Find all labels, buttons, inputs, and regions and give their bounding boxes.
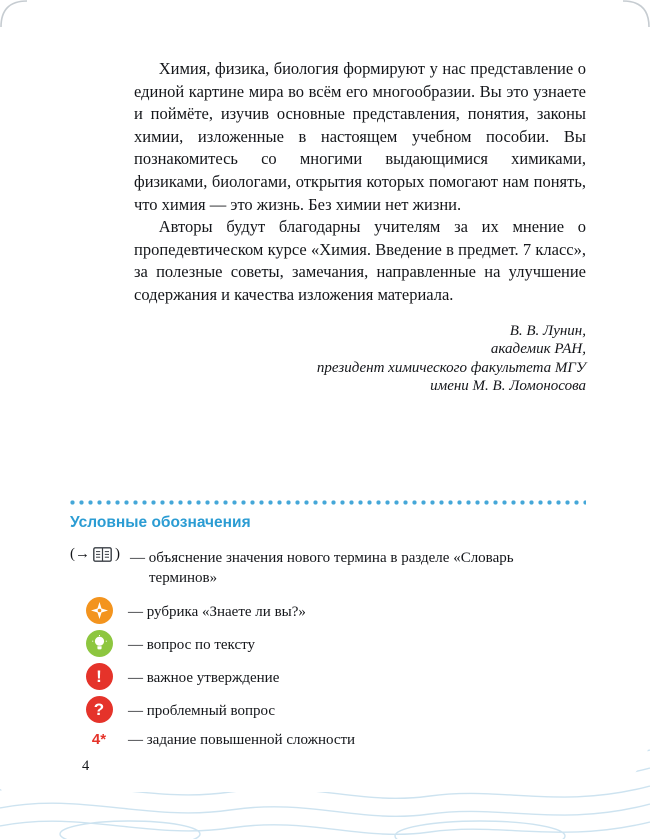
signature-line: академик РАН, bbox=[490, 341, 586, 358]
compass-star-icon bbox=[86, 597, 113, 624]
legend-items bbox=[70, 545, 586, 749]
legend-item-label: — важное утверждение bbox=[128, 669, 280, 686]
legend-item-problem-question bbox=[70, 696, 586, 723]
hard-task-marker: 4* bbox=[91, 730, 107, 748]
legend-item-label: — рубрика «Знаете ли вы?» bbox=[128, 603, 306, 620]
paragraph: Авторы будут благодарны учителям за их мнение о пропедевтическом курсе «Химия. Введение в предмет. 7 класс», за полезные советы, замечания, направленные на улучшение содержания и качества изложения материала. bbox=[134, 217, 586, 304]
signature-line: имени М. В. Ломоносова bbox=[430, 378, 586, 395]
legend-item-did-you-know bbox=[70, 597, 586, 624]
legend-item-label: — объяснение значения нового термина в разделе «Словарь терминов» bbox=[130, 550, 514, 586]
marker-open: (→ bbox=[70, 546, 90, 562]
question-mark-icon: ? bbox=[86, 696, 113, 723]
marker-close: ) bbox=[115, 546, 120, 562]
signature-line: В. В. Лунин, bbox=[509, 322, 586, 339]
paragraph: Химия, физика, биология формируют у нас представление о единой картине мира во всём его многообразии. Вы это узнаете и поймёте, изучив основные представления, понятия, законы химии, изложенные в настоящем учебном пособии. Вы познакомитесь со многими выдающимися химиками, физиками, биологами, открытия которых помогают нам понять, что химия — это жизнь. Без химии нет жизни. bbox=[134, 59, 586, 214]
lightbulb-icon bbox=[86, 630, 113, 657]
body-text-block bbox=[134, 58, 586, 396]
exclamation-icon: ! bbox=[86, 663, 113, 690]
legend-section bbox=[70, 500, 586, 755]
legend-item-dictionary bbox=[70, 545, 586, 588]
legend-item-important bbox=[70, 663, 586, 690]
dotted-divider bbox=[70, 500, 586, 505]
author-signature bbox=[134, 322, 586, 396]
legend-item-label: — проблемный вопрос bbox=[128, 702, 276, 719]
dictionary-marker bbox=[70, 545, 130, 563]
legend-item-label: — вопрос по тексту bbox=[128, 636, 255, 653]
dictionary-book-icon bbox=[93, 547, 112, 562]
signature-line: президент химического факультета МГУ bbox=[316, 359, 586, 376]
legend-item-advanced-task bbox=[70, 729, 586, 749]
legend-item-text-question bbox=[70, 630, 586, 657]
legend-title: Условные обозначения bbox=[70, 514, 251, 531]
page-number: 4 bbox=[82, 758, 90, 774]
legend-item-label: — задание повышенной сложности bbox=[128, 732, 356, 748]
